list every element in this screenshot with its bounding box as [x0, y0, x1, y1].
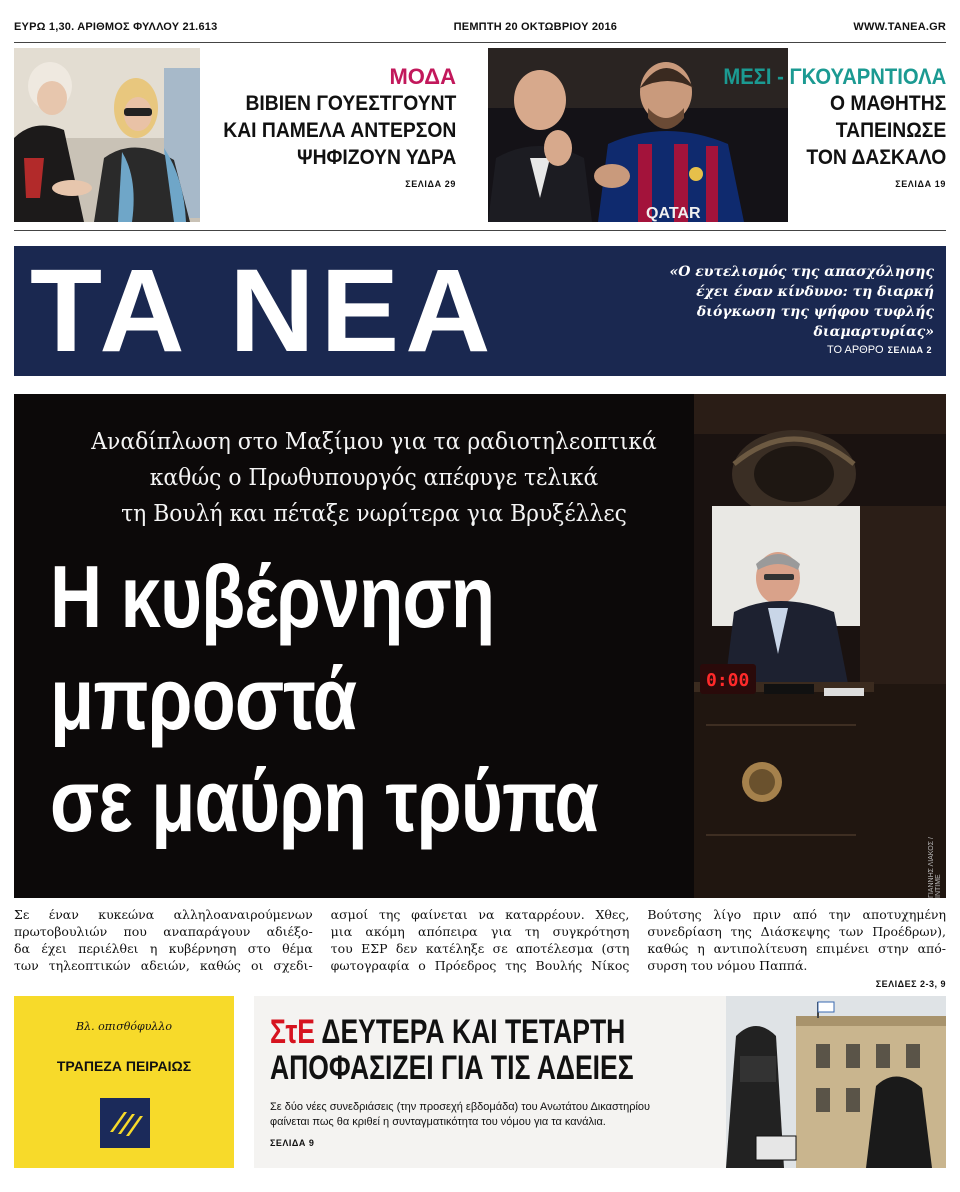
teaser-page-ref: ΣΕΛΙΔΑ 29: [405, 179, 456, 189]
headline-line: ΑΠΟΦΑΣΙΖΕΙ ΓΙΑ ΤΙΣ ΑΔΕΙΕΣ: [270, 1049, 634, 1087]
bottom-photo-court: [726, 996, 946, 1168]
ad-box-bank[interactable]: [14, 996, 234, 1168]
bank-logo-icon: [100, 1098, 150, 1148]
quote-line: «Ο ευτελισμός της απασχόλησης: [669, 264, 934, 280]
top-rule: [14, 42, 946, 43]
teaser-headline-line: Ο ΜΑΘΗΤΗΣ: [829, 92, 946, 115]
bottom-story[interactable]: [254, 996, 946, 1168]
teaser-kicker: ΜΕΣΙ - ΓΚΟΥΑΡΝΤΙΟΛΑ: [723, 64, 946, 89]
headline-line: ΔΕΥΤΕΡΑ ΚΑΙ ΤΕΤΑΡΤΗ: [314, 1013, 626, 1051]
body-line: συνεδρίαση της Διάσκεψης των Προέδρων),: [647, 924, 947, 939]
body-line: μια ακόμη απόπειρα για τη συγκρότηση: [330, 924, 630, 939]
body-line: συρση του νόμου Παππά.: [647, 958, 808, 973]
body-column: [331, 906, 630, 984]
quote-ref: [827, 344, 932, 356]
bottom-page-ref: ΣΕΛΙΔΑ 9: [270, 1138, 315, 1148]
teaser-football[interactable]: [488, 48, 946, 222]
newspaper-logo[interactable]: ΤΑ ΝΕΑ: [30, 245, 497, 377]
teaser-rule: [14, 230, 946, 231]
ad-brand: ΤΡΑΠΕΖΑ ΠΕΙΡΑΙΩΣ: [56, 1058, 192, 1074]
body-line: πρωτοβουλιών που αναπαράγουν αδιέξο-: [14, 924, 313, 939]
bank-logo-stripes: [100, 1098, 150, 1148]
top-strip: [14, 16, 946, 38]
body-line: φωτογραφία ο Πρόεδρος της Βουλής Νίκος: [330, 958, 630, 973]
body-column: [647, 906, 947, 989]
body-line: φαίνεται πως θα κριθεί η συνταγματικότητα του νόμου για τα κανάλια.: [270, 1116, 606, 1128]
teaser-fashion[interactable]: [14, 48, 470, 222]
headline-line: Η κυβέρνηση: [50, 547, 495, 646]
issue-date: ΠΕΜΠΤΗ 20 ΟΚΤΩΒΡΙΟΥ 2016: [453, 21, 618, 33]
subheadline-line: τη Βουλή και πέταξε νωρίτερα για Βρυξέλλες: [121, 501, 627, 527]
bottom-body: [270, 1100, 740, 1130]
body-line: ασμοί της φαίνεται να καταρρέουν. Χθες,: [330, 907, 630, 922]
teaser-headline-line: ΚΑΙ ΠΑΜΕΛΑ ΑΝΤΕΡΣΟΝ: [222, 119, 456, 142]
teaser-headline-line: ΒΙΒΙΕΝ ΓΟΥΕΣΤΓΟΥΝΤ: [245, 92, 456, 115]
teaser-text-football: [704, 64, 946, 189]
main-story-body: [14, 906, 947, 989]
quote-line: διόγκωση της ψήφου τυφλής: [696, 304, 934, 320]
quote-line: διαμαρτυρίας»: [813, 324, 934, 340]
headline-prefix: ΣτΕ: [270, 1013, 315, 1051]
subheadline-line: καθώς ο Πρωθυπουργός απέφυγε τελικά: [149, 465, 599, 491]
teaser-photo-fashion: [14, 48, 200, 222]
headline-line: σε μαύρη τρύπα: [50, 751, 598, 850]
teaser-headline-line: ΨΗΦΙΖΟΥΝ ΥΔΡΑ: [296, 146, 456, 169]
teaser-kicker: ΜΟΔΑ: [389, 64, 456, 89]
quote-line: έχει έναν κίνδυνο: τη διαρκή: [696, 284, 934, 300]
teaser-headline-line: ΤΑΠΕΙΝΩΣΕ: [835, 119, 946, 142]
quote-ref-label: ΤΟ ΑΡΘΡΟ: [826, 344, 884, 356]
fashion-photo-illustration: [14, 48, 200, 222]
masthead: [14, 246, 946, 376]
main-headline: [50, 546, 598, 852]
body-page-ref: ΣΕΛΙΔΕΣ 2-3, 9: [875, 979, 947, 989]
main-photo-parliament: [694, 394, 946, 898]
body-column: [14, 906, 313, 984]
body-line: Σε έναν κυκεώνα αλληλοαναιρούμενων: [14, 907, 313, 922]
teaser-page-ref: ΣΕΛΙΔΑ 19: [895, 179, 946, 189]
price-issue: ΕΥΡΩ 1,30. ΑΡΙΘΜΟΣ ΦΥΛΛΟΥ 21.613: [14, 21, 218, 33]
main-subheadline: [70, 424, 678, 532]
teaser-text-fashion: [203, 64, 456, 189]
clock-display: 0:00: [706, 670, 750, 691]
teaser-headline-line: ΤΟΝ ΔΑΣΚΑΛΟ: [806, 146, 946, 169]
subheadline-line: Αναδίπλωση στο Μαξίμου για τα ραδιοτηλεοπτικά: [91, 429, 657, 455]
body-line: του ΕΣΡ δεν κατέληξε σε αποτέλεσμα (στη: [330, 941, 630, 956]
main-story[interactable]: [14, 394, 946, 898]
quote-ref-page: ΣΕΛΙΔΑ 2: [887, 345, 932, 355]
shirt-sponsor-text: QATAR: [646, 205, 701, 222]
headline-line: μπροστά: [50, 649, 357, 748]
body-line: Βούτσης λίγο πριν από την αποτυχημένη: [647, 907, 947, 922]
photo-credit: ΓΙΑΝΝΗΣ ΛΙΑΚΟΣ / ΙΝΤΙΜΕ: [928, 837, 942, 898]
body-line: των τηλεοπτικών αδειών, καθώς οι σχεδι-: [14, 958, 313, 973]
body-line: Σε δύο νέες συνεδριάσεις (την προσεχή εβδομάδα) του Ανωτάτου Δικαστηρίου: [270, 1101, 651, 1113]
body-line: δα έχει περιέλθει η κυβέρνηση στο θέμα: [14, 941, 313, 956]
bottom-headline: [270, 1014, 634, 1086]
masthead-quote[interactable]: [634, 262, 934, 342]
website-link[interactable]: WWW.TANEA.GR: [853, 21, 946, 33]
ad-note: Βλ. οπισθόφυλλο: [76, 1020, 172, 1033]
body-line: καθώς η αντιπολίτευση επιμένει στην από-: [647, 941, 947, 956]
